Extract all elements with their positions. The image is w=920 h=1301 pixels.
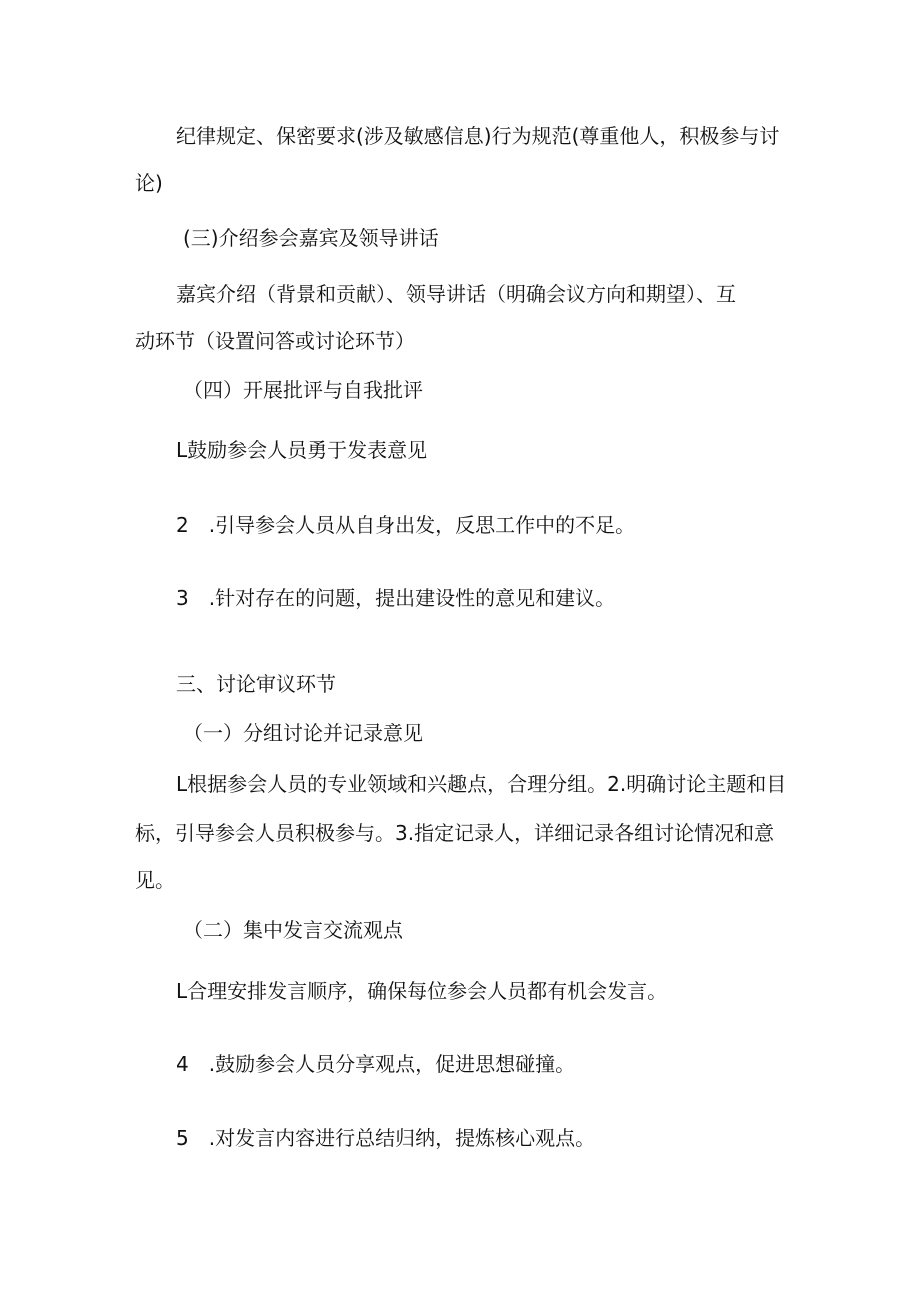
text-line: 纪律规定、保密要求(涉及敏感信息)行为规范(尊重他人，积极参与讨 bbox=[176, 124, 780, 148]
section-heading: (三)介绍参会嘉宾及领导讲话 bbox=[183, 226, 439, 250]
section-heading: （一）分组讨论并记录意见 bbox=[183, 721, 423, 745]
text-line: 论) bbox=[135, 171, 163, 195]
text-line: 动环节（设置问答或讨论环节） bbox=[135, 329, 415, 353]
list-item: 2 .引导参会人员从自身出发，反思工作中的不足。 bbox=[176, 513, 636, 537]
list-item: 4 .鼓励参会人员分享观点，促进思想碰撞。 bbox=[176, 1052, 576, 1076]
text-line: 见。 bbox=[135, 868, 175, 892]
text-line: L根据参会人员的专业领域和兴趣点，合理分组。2.明确讨论主题和目 bbox=[176, 772, 787, 796]
section-heading: （二）集中发言交流观点 bbox=[183, 918, 403, 942]
list-item: 5 .对发言内容进行总结归纳，提炼核心观点。 bbox=[176, 1126, 596, 1150]
list-item: L鼓励参会人员勇于发表意见 bbox=[176, 438, 428, 462]
list-item: L合理安排发言顺序，确保每位参会人员都有机会发言。 bbox=[176, 979, 668, 1003]
list-item: 3 .针对存在的问题，提出建设性的意见和建议。 bbox=[176, 586, 616, 610]
text-line: 嘉宾介绍（背景和贡献）、领导讲话（明确会议方向和期望）、互 bbox=[176, 282, 736, 306]
text-line: 标，引导参会人员积极参与。3.指定记录人，详细记录各组讨论情况和意 bbox=[135, 821, 775, 845]
section-heading: 三、讨论审议环节 bbox=[176, 672, 336, 696]
section-heading: （四）开展批评与自我批评 bbox=[183, 378, 423, 402]
